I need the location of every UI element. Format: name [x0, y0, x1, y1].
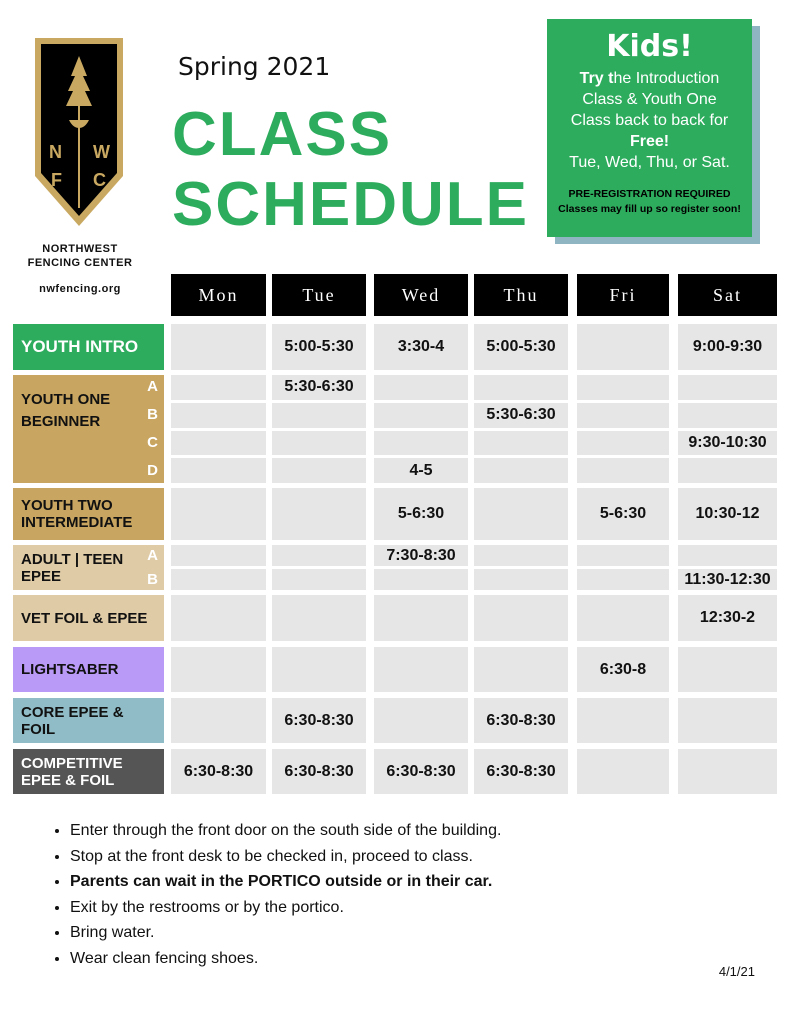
schedule-cell — [171, 375, 266, 400]
day-header-thu: Thu — [474, 274, 568, 316]
schedule-cell — [272, 595, 366, 641]
schedule-cell — [374, 647, 468, 692]
schedule-cell — [678, 403, 777, 428]
schedule-cell — [474, 458, 568, 483]
promo-title: Kids! — [606, 29, 693, 64]
org-name-line1: NORTHWEST — [42, 243, 118, 255]
day-header-mon: Mon — [171, 274, 266, 316]
schedule-cell: 11:30-12:30 — [678, 569, 777, 590]
schedule-cell: 6:30-8:30 — [272, 749, 366, 794]
class-name: YOUTH ONE BEGINNER — [21, 391, 111, 430]
schedule-cell — [272, 545, 366, 566]
svg-text:N: N — [49, 142, 62, 162]
note-item: • Exit by the restrooms or by the portico. — [70, 895, 501, 921]
schedule-cell — [577, 375, 669, 400]
org-name-line2: FENCING CENTER — [27, 257, 133, 269]
class-label — [13, 647, 164, 692]
schedule-cell — [171, 569, 266, 590]
class-name: ADULT | TEEN EPEE — [21, 550, 124, 585]
promo-box — [547, 19, 752, 237]
promo-line3: Class back to back for — [570, 112, 729, 129]
schedule-cell — [171, 324, 266, 370]
schedule-cell: 6:30-8:30 — [171, 749, 266, 794]
schedule-cell: 10:30-12 — [678, 488, 777, 540]
schedule-cell — [474, 569, 568, 590]
schedule-cell — [171, 698, 266, 743]
schedule-cell — [577, 431, 669, 456]
class-name: YOUTH INTRO — [21, 337, 139, 356]
promo-try: Try t — [579, 70, 614, 87]
svg-text:W: W — [93, 142, 110, 162]
schedule-cell: 9:30-10:30 — [678, 431, 777, 456]
section-label: D — [147, 461, 158, 479]
svg-text:C: C — [93, 170, 106, 190]
schedule-cell — [577, 749, 669, 794]
schedule-cell: 6:30-8:30 — [474, 749, 568, 794]
class-label — [13, 488, 164, 540]
schedule-cell: 7:30-8:30 — [374, 545, 468, 566]
schedule-cell — [171, 488, 266, 540]
schedule-cell — [171, 431, 266, 456]
schedule-cell — [678, 458, 777, 483]
schedule-cell: 6:30-8 — [577, 647, 669, 692]
class-label — [13, 595, 164, 641]
schedule-cell: 6:30-8:30 — [474, 698, 568, 743]
schedule-cell — [678, 375, 777, 400]
date-label: 4/1/21 — [718, 964, 755, 979]
class-label — [13, 749, 164, 794]
website-link[interactable]: nwfencing.org — [39, 283, 121, 295]
schedule-cell — [171, 458, 266, 483]
schedule-cell — [474, 545, 568, 566]
day-header-tue: Tue — [272, 274, 366, 316]
note-item: • Enter through the front door on the south side of the building. — [70, 818, 501, 844]
class-label — [13, 324, 164, 370]
schedule-cell — [678, 545, 777, 566]
schedule-cell — [374, 569, 468, 590]
schedule-cell — [678, 647, 777, 692]
notes-list — [48, 818, 501, 971]
svg-text:F: F — [51, 170, 62, 190]
schedule-cell — [474, 431, 568, 456]
section-label: A — [147, 378, 158, 396]
note-item: • Wear clean fencing shoes. — [70, 946, 501, 972]
schedule-cell — [577, 698, 669, 743]
title-line1: CLASS — [172, 100, 393, 169]
section-label: B — [147, 406, 158, 424]
schedule-cell — [171, 595, 266, 641]
promo-line1: he Introduction — [613, 70, 720, 87]
schedule-cell — [577, 595, 669, 641]
schedule-cell — [272, 458, 366, 483]
schedule-cell — [374, 698, 468, 743]
section-label: A — [147, 546, 158, 564]
section-label: B — [147, 570, 158, 588]
schedule-cell — [577, 569, 669, 590]
nwfc-logo — [33, 36, 125, 228]
schedule-cell — [374, 375, 468, 400]
schedule-cell — [272, 431, 366, 456]
season-label: Spring 2021 — [178, 52, 331, 81]
schedule-cell: 6:30-8:30 — [374, 749, 468, 794]
schedule-cell: 6:30-8:30 — [272, 698, 366, 743]
schedule-cell — [374, 403, 468, 428]
day-header-wed: Wed — [374, 274, 468, 316]
schedule-cell — [171, 545, 266, 566]
title-line2: SCHEDULE — [172, 170, 530, 239]
schedule-cell — [171, 403, 266, 428]
schedule-cell — [474, 375, 568, 400]
schedule-cell — [272, 569, 366, 590]
schedule-cell — [272, 403, 366, 428]
schedule-cell: 5:30-6:30 — [272, 375, 366, 400]
schedule-cell — [374, 595, 468, 641]
note-item: • Stop at the front desk to be checked in, proceed to class. — [70, 844, 501, 870]
schedule-cell — [272, 647, 366, 692]
schedule-cell — [272, 488, 366, 540]
schedule-cell: 5-6:30 — [577, 488, 669, 540]
class-label — [13, 698, 164, 743]
class-name: VET FOIL & EPEE — [21, 609, 148, 627]
class-name: CORE EPEE & FOIL — [21, 703, 124, 738]
schedule-cell: 5-6:30 — [374, 488, 468, 540]
schedule-cell — [474, 488, 568, 540]
promo-free: Free! — [629, 133, 670, 150]
schedule-cell: 5:30-6:30 — [474, 403, 568, 428]
schedule-cell — [474, 647, 568, 692]
schedule-cell — [577, 324, 669, 370]
note-item: • Bring water. — [70, 920, 501, 946]
class-label — [13, 375, 164, 483]
class-name: LIGHTSABER — [21, 661, 119, 678]
note-item: • Parents can wait in the PORTICO outside or in their car. — [70, 869, 501, 895]
schedule-cell: 5:00-5:30 — [272, 324, 366, 370]
class-name: YOUTH TWO INTERMEDIATE — [21, 497, 133, 531]
class-name: COMPETITIVE EPEE & FOIL — [21, 754, 123, 789]
promo-line2: Class & Youth One — [582, 91, 717, 108]
schedule-cell: 4-5 — [374, 458, 468, 483]
promo-note1: PRE-REGISTRATION REQUIRED — [568, 188, 731, 200]
day-header-fri: Fri — [577, 274, 669, 316]
schedule-cell — [171, 647, 266, 692]
promo-days: Tue, Wed, Thu, or Sat. — [569, 154, 730, 171]
schedule-cell: 3:30-4 — [374, 324, 468, 370]
schedule-cell — [577, 545, 669, 566]
schedule-cell — [577, 403, 669, 428]
schedule-cell: 9:00-9:30 — [678, 324, 777, 370]
schedule-cell — [678, 698, 777, 743]
schedule-cell — [577, 458, 669, 483]
schedule-cell — [374, 431, 468, 456]
schedule-cell — [474, 595, 568, 641]
promo-note2: Classes may fill up so register soon! — [558, 203, 741, 215]
day-header-sat: Sat — [678, 274, 777, 316]
section-label: C — [147, 433, 158, 451]
class-label — [13, 545, 164, 590]
schedule-cell: 5:00-5:30 — [474, 324, 568, 370]
schedule-cell: 12:30-2 — [678, 595, 777, 641]
schedule-cell — [678, 749, 777, 794]
